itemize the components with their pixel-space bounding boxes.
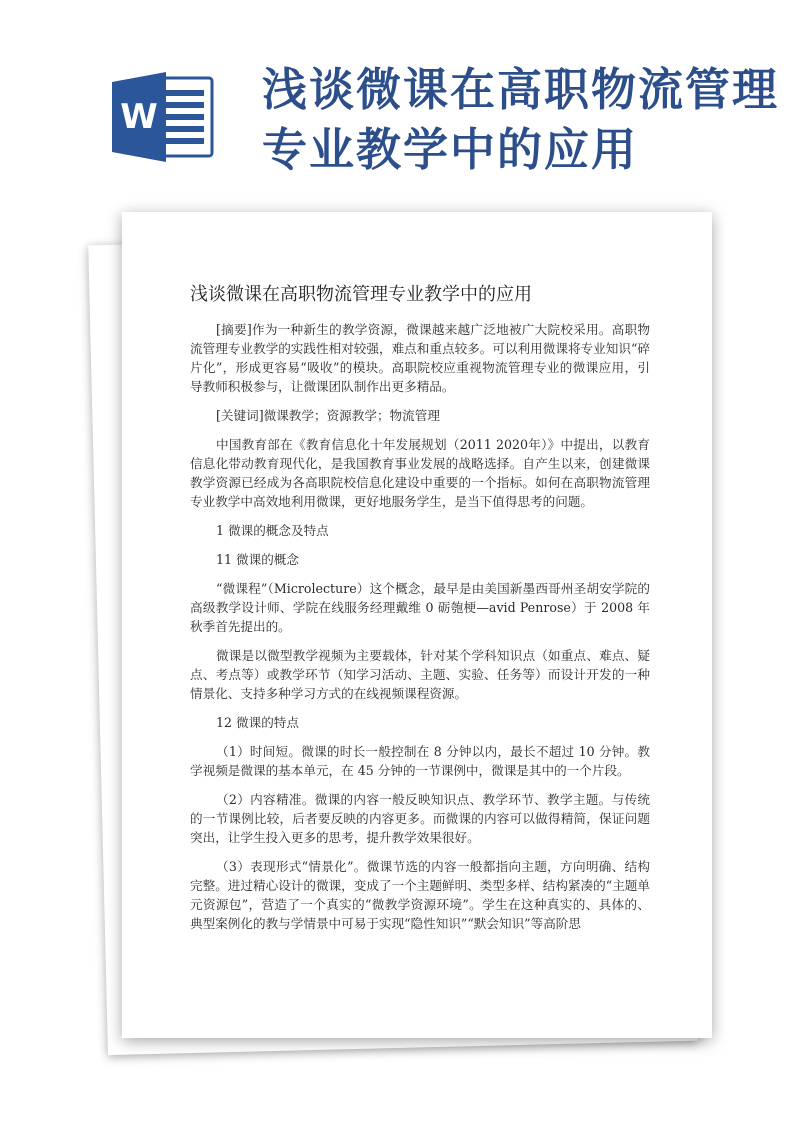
subsection-heading: 11 微课的概念 bbox=[216, 552, 299, 567]
document-title: 浅谈微课在高职物流管理专业教学中的应用 bbox=[190, 284, 532, 305]
body-paragraph: （1）时间短。微课的时长一般控制在 8 分钟以内，最长不超过 10 分钟。教学视频是微课的基本单元，在 45 分钟的一节课例中，微课是其中的一个片段。 bbox=[190, 744, 650, 778]
body-paragraph: 微课是以微型教学视频为主要载体，针对某个学科知识点（如重点、难点、疑点、考点等）或教学环节（知学习活动、主题、实验、任务等）而设计开发的一种情景化、支持多种学习方式的在线视频课程资源。 bbox=[190, 648, 650, 701]
intro-paragraph: 中国教育部在《教育信息化十年发展规划（2011 2020年）》中提出，以教育信息化带动教育现代化，是我国教育事业发展的战略选择。自产生以来，创建微课教学资源已经成为各高职院校信息化建设中重要的一个指标。如何在高职物流管理专业教学中高效地利用微课，更好地服务学生，是当下值得思考的问题。 bbox=[190, 437, 650, 509]
document-page bbox=[122, 212, 712, 1038]
document-body bbox=[190, 320, 650, 943]
body-paragraph: （3）表现形式“情景化”。微课节选的内容一般都指向主题，方向明确、结构完整。进过精心设计的微课，变成了一个主题鲜明、类型多样、结构紧凑的“主题单元资源包”，营造了一个真实的“微教学资源环境”。学生在这种真实的、具体的、典型案例化的教与学情景中可易于实现“隐性知识”“默会知识”等高阶思 bbox=[190, 859, 650, 931]
body-paragraph: “微课程”（Microlecture）这个概念，最早是由美国新墨西哥州圣胡安学院的高级教学设计师、学院在线服务经理戴维 0 砺匏梗—avid Penrose）于 2008 年秋季首先提出的。 bbox=[190, 581, 650, 634]
abstract-paragraph: [摘要]作为一种新生的教学资源，微课越来越广泛地被广大院校采用。高职物流管理专业教学的实践性相对较强，难点和重点较多。可以利用微课将专业知识“碎片化”，形成更容易“吸收”的模块。高职院校应重视物流管理专业的微课应用，引导教师积极参与，让微课团队制作出更多精品。 bbox=[190, 322, 650, 394]
keywords-paragraph: [关键词]微课教学；资源教学；物流管理 bbox=[216, 408, 440, 423]
subsection-heading: 12 微课的特点 bbox=[216, 715, 299, 730]
word-document-icon bbox=[112, 72, 214, 162]
page-title: 浅谈微课在高职物流管理专业教学中的应用 bbox=[262, 63, 780, 176]
svg-text:W: W bbox=[120, 97, 158, 137]
body-paragraph: （2）内容精准。微课的内容一般反映知识点、教学环节、教学主题。与传统的一节课例比较，后者要反映的内容更多。而微课的内容可以做得精简，保证问题突出，让学生投入更多的思考，提升教学效果很好。 bbox=[190, 792, 650, 845]
section-heading: 1 微课的概念及特点 bbox=[216, 523, 329, 538]
